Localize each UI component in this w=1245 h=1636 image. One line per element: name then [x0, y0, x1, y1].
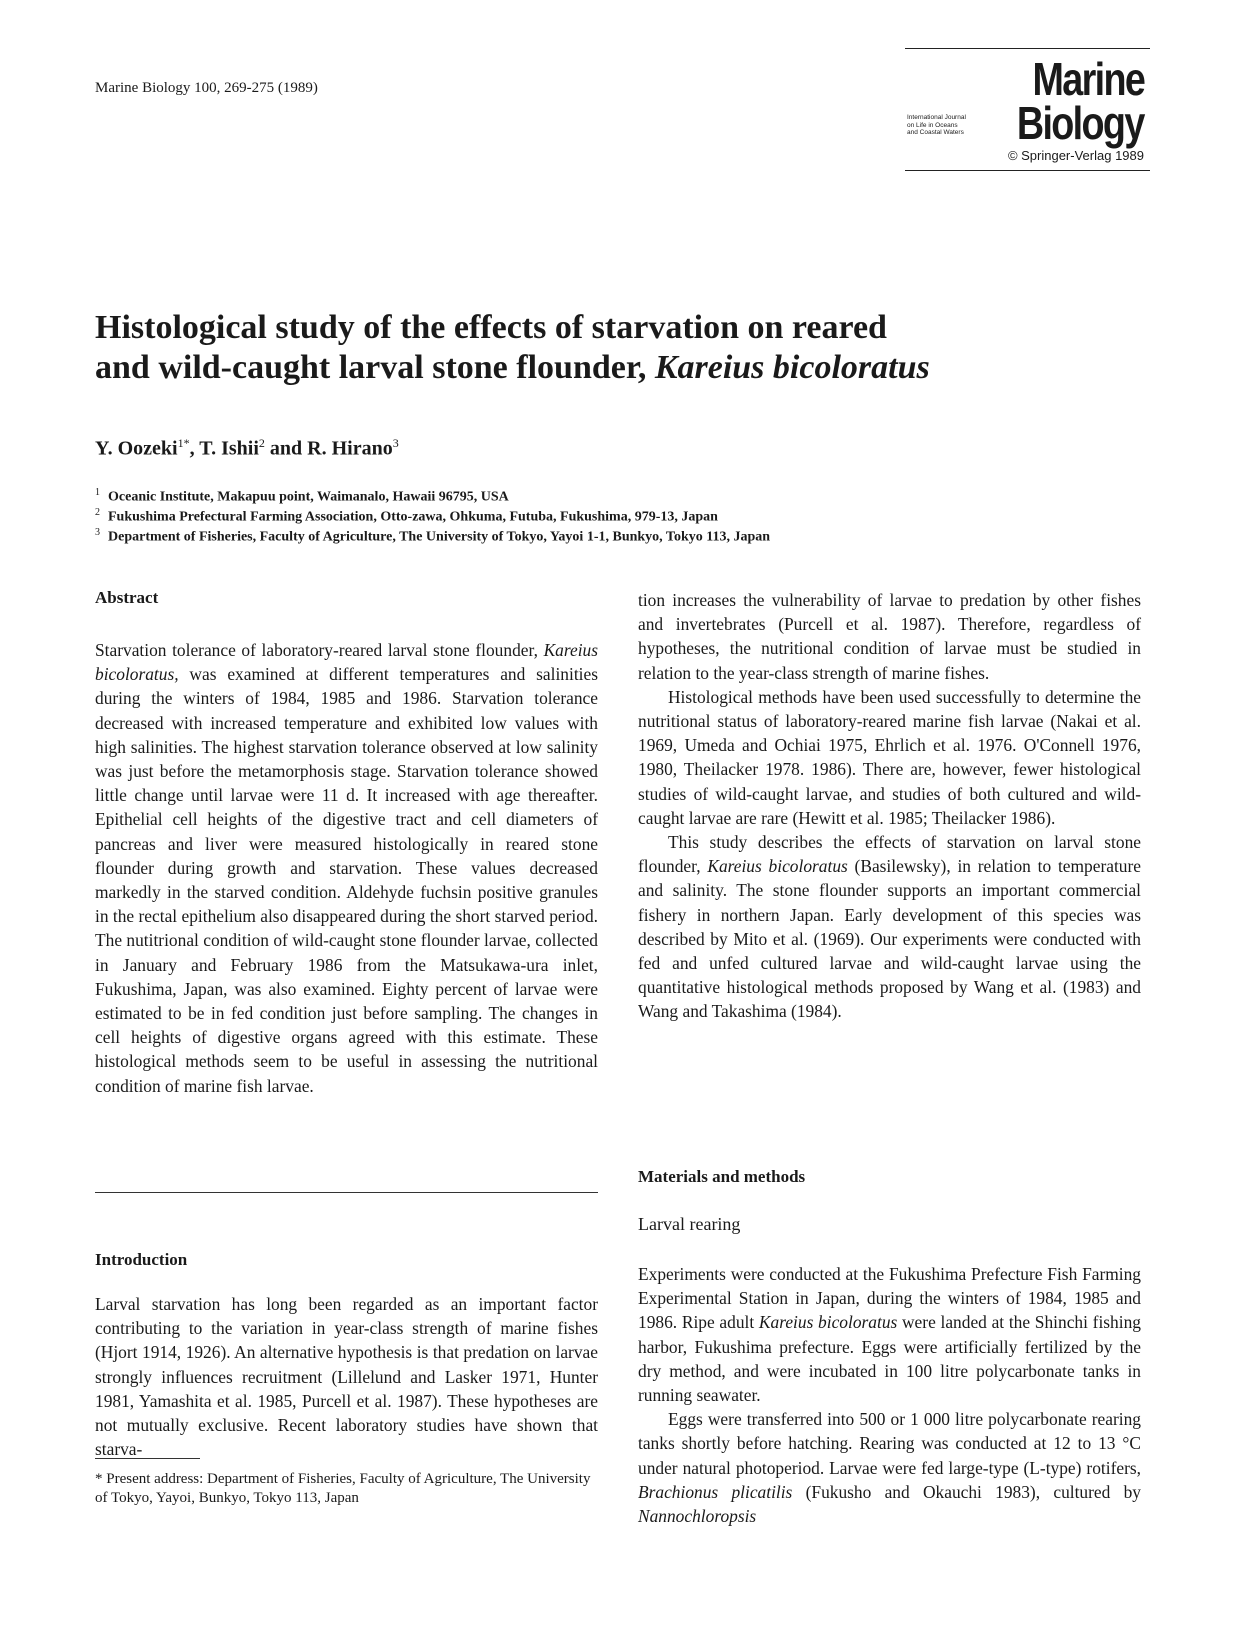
title-species: Kareius bicoloratus	[654, 349, 930, 386]
author-list: Y. Oozeki$^{1*}$, T. Ishii$^2$ and R. Hirano$^3$	[95, 436, 399, 460]
abstract-body: Starvation tolerance of laboratory-reared larval stone flounder, Kareius bicoloratus, was examined at different temperatures and salinities during the winters of 1984, 1985 and 1986. Starvation tolerance decreased with increased temperature and exhibited low values with high salinities. The highest starvation tolerance observed at low salinity was just before the metamorphosis stage. Starvation tolerance showed little change until larvae were 11 d. It increased with age thereafter. Epithelial cell heights of the digestive tract and cell diameters of pancreas and liver were measured histologically in reared stone flounder during growth and starvation. These values decreased markedly in the starved condition. Aldehyde fuchsin positive granules in the rectal epithelium also disappeared during the short starved period. The nutitrional condition of wild-caught stone flounder larvae, collected in January and February 1986 from the Matsukawa-ura inlet, Fukushima, Japan, was also examined. Eighty percent of larvae were estimated to be in fed condition just before sampling. The changes in cell heights of digestive organs agreed with this estimate. These histological methods seem to be useful in assessing the nutritional condition of marine fish larvae.	[95, 640, 598, 1096]
introduction-paragraph-2: Histological methods have been used successfully to determine the nutritional status of laboratory-reared marine fish larvae (Nakai et al. 1969, Umeda and Ochiai 1975, Ehrlich et al. 1976. O'Connell 1976, 1980, Theilacker 1978. 1986). There are, however, fewer histological studies of wild-caught larvae, and studies of both cultured and wild-caught larvae are rare (Hewitt et al. 1985; Theilacker 1986).	[638, 686, 1141, 828]
introduction-paragraph-3: This study describes the effects of starvation on larval stone flounder, Kareius bicoloratus (Basilewsky), in relation to temperature and salinity. The stone flounder supports an important commercial fishery in northern Japan. Early development of this species was described by Mito et al. (1969). Our experiments were conducted with fed and unfed cultured larvae and wild-caught larvae using the quantitative histological methods proposed by Wang et al. (1983) and Wang and Takashima (1984).	[638, 832, 1141, 1022]
logo-word-marine: Marine	[1032, 53, 1144, 105]
introduction-continued: tion increases the vulnerability of larvae to predation by other fishes and invertebrates (Purcell et al. 1987). Therefore, regardless of hypotheses, the nutritional condition of larvae must be studied in relation to the year-class strength of marine fishes. Histological methods have been used successfully to determine the nutritional status of laboratory-reared marine fish larvae (Nakai et al. 1969, Umeda and Ochiai 1975, Ehrlich et al. 1976. O'Connell 1976, 1980, Theilacker 1978. 1986). There are, however, fewer histological studies of wild-caught larvae, and studies of both cultured and wild-caught larvae are rare (Hewitt et al. 1985; Theilacker 1986). This study describes the effects of starvation on larval stone flounder, Kareius bicoloratus (Basilewsky), in relation to temperature and salinity. The stone flounder supports an important commercial fishery in northern Japan. Early development of this species was described by Mito et al. (1969). Our experiments were conducted with fed and unfed cultured larvae and wild-caught larvae using the quantitative histological methods proposed by Wang et al. (1983) and Wang and Takashima (1984).	[638, 588, 1141, 1024]
logo-word-biology: Biology	[1017, 97, 1144, 149]
affiliation-2: $^2$ Fukushima Prefectural Farming Association, Otto-zawa, Ohkuma, Futuba, Fukushima, 979-13, Japan	[95, 507, 718, 525]
author-2: T. Ishii	[199, 437, 259, 460]
footnote: * Present address: Department of Fisheries, Faculty of Agriculture, The University of Tokyo, Yayoi, Bunkyo, Tokyo 113, Japan	[95, 1471, 591, 1506]
logo-bottom-rule	[905, 170, 1150, 171]
affiliation-1: $^1$ Oceanic Institute, Makapuu point, Waimanalo, Hawaii 96795, USA	[95, 487, 509, 505]
author-1: Y. Oozeki	[95, 437, 178, 460]
journal-citation: Marine Biology 100, 269-275 (1989)	[95, 80, 318, 96]
methods-body	[638, 1262, 1141, 1528]
abstract-heading: Abstract	[95, 588, 159, 607]
abstract-divider	[95, 1192, 598, 1193]
publisher-copyright: © Springer-Verlag 1989	[1007, 148, 1144, 163]
logo-top-rule	[905, 48, 1150, 49]
article-title: Histological study of the effects of starvation on reared and wild-caught larval stone flounder, Kareius bicoloratus	[95, 309, 930, 386]
introduction-paragraph-1: Larval starvation has long been regarded as an important factor contributing to the variation in year-class strength of marine fishes (Hjort 1914, 1926). An alternative hypothesis is that predation on larvae strongly influences recruitment (Lillelund and Lasker 1971, Hunter 1981, Yamashita et al. 1985, Purcell et al. 1987). These hypotheses are not mutually exclusive. Recent laboratory studies have shown that starva-	[95, 1294, 598, 1460]
methods-paragraph-2: Eggs were transferred into 500 or 1 000 litre polycarbonate rearing tanks shortly before hatching. Rearing was conducted at 12 to 13 °C under natural photoperiod. Larvae were fed large-type (L-type) rotifers, Brachionus plicatilis (Fukusho and Okauchi 1983), cultured by Nannochloropsis	[638, 1409, 1141, 1527]
journal-logo	[905, 48, 1150, 176]
author-3: R. Hirano	[307, 437, 393, 460]
introduction-heading: Introduction	[95, 1250, 188, 1269]
larval-rearing-subheading: Larval rearing	[638, 1214, 741, 1234]
affiliation-3: $^3$ Department of Fisheries, Faculty of Agriculture, The University of Tokyo, Yayoi 1-1, Bunkyo, Tokyo 113, Japan	[95, 527, 771, 545]
footnote-divider	[95, 1458, 200, 1459]
methods-heading: Materials and methods	[638, 1167, 806, 1186]
methods-paragraph-1: Experiments were conducted at the Fukushima Prefecture Fish Farming Experimental Station in Japan, during the winters of 1984, 1985 and 1986. Ripe adult Kareius bicoloratus were landed at the Shinchi fishing harbor, Fukushima prefecture. Eggs were artificially fertilized by the dry method, and were incubated in 100 litre polycarbonate tanks in running seawater.	[638, 1264, 1141, 1406]
logo-tagline: International Journal on Life in Oceans and Coastal Waters	[907, 114, 966, 136]
